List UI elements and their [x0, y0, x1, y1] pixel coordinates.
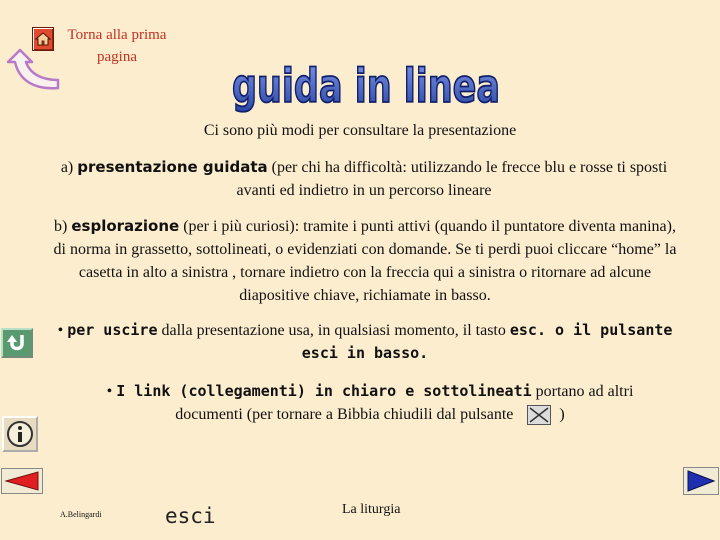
links-info-text: • I link (collegamenti) in chiaro e sottolineati portano ad altri documenti (per tornare a Bibbia chiudili dal pulsante )	[80, 380, 660, 426]
option-b-label: esplorazione	[71, 217, 180, 235]
next-button[interactable]	[683, 467, 719, 495]
page-title	[228, 58, 508, 114]
exit-button[interactable]: esci	[165, 504, 216, 528]
option-a-label: presentazione guidata	[77, 158, 268, 176]
info-button[interactable]	[2, 416, 38, 452]
option-a-text: a) presentazione guidata (per chi ha difficoltà: utilizzando le frecce blu e rosse ti sposti avanti ed indietro in un percorso lineare	[60, 158, 668, 199]
close-x-icon	[527, 405, 551, 425]
previous-button[interactable]	[1, 468, 43, 494]
info-icon	[6, 420, 34, 448]
right-arrow-icon	[686, 470, 716, 492]
u-turn-icon	[6, 332, 28, 354]
author-credit: A.Belingardi	[60, 510, 102, 519]
curved-arrow-icon	[2, 44, 62, 94]
svg-text:guida in linea: guida in linea	[232, 59, 500, 113]
liturgia-link[interactable]: La liturgia	[342, 502, 401, 517]
option-b-text: b) esplorazione (per i più curiosi): tramite i punti attivi (quando il puntatore diventa manina), di norma in grassetto, sottolineati, o evidenziati con domande. Se ti perdi puoi cliccare “home” la casetta in alto a sinistra , tornare indietro con la freccia qui a sinistra o ritornare ad alcune diapositive chiave, richiamate in basso.	[53, 217, 677, 304]
back-button[interactable]	[1, 328, 33, 358]
exit-info-text: • per uscire dalla presentazione usa, in qualsiasi momento, il tasto esc. o il pulsante esci in basso.	[57, 321, 673, 362]
left-arrow-icon	[4, 471, 40, 491]
intro-text: Ci sono più modi per consultare la presentazione	[203, 122, 517, 139]
home-link[interactable]: Torna alla prima pagina	[67, 27, 167, 65]
